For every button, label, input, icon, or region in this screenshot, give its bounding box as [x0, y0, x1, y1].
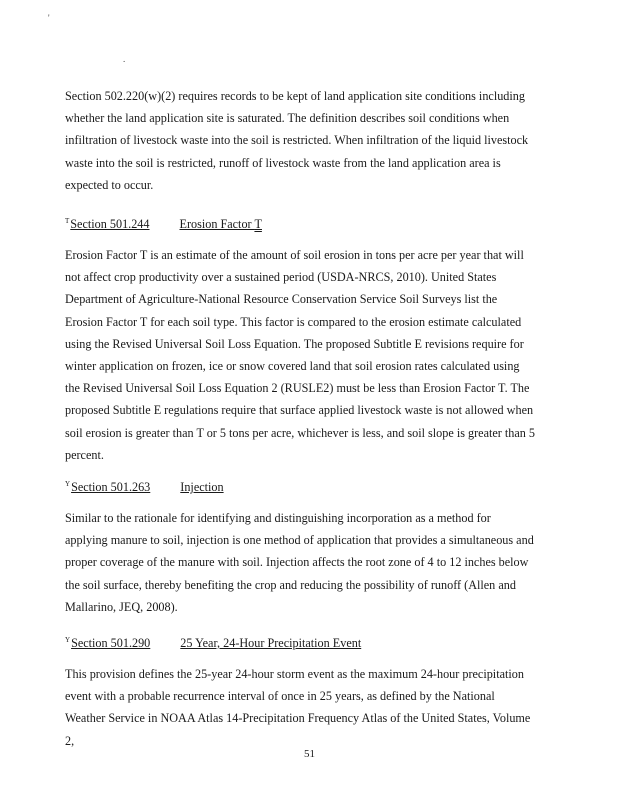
page-number: 51 [304, 748, 315, 760]
section-title: Erosion Factor T [179, 217, 262, 231]
section-heading-precipitation-event [65, 632, 535, 651]
scan-speck: . [123, 54, 126, 64]
section-title: 25 Year, 24-Hour Precipitation Event [180, 636, 362, 650]
section-number: Section 501.290 [71, 636, 151, 650]
section-number: Section 501.244 [70, 217, 150, 231]
section-heading-injection [65, 476, 535, 495]
section-heading-erosion-factor [65, 213, 535, 232]
section-title: Injection [180, 480, 224, 494]
footnote-marker: T [65, 217, 70, 225]
footnote-marker: Y [65, 480, 71, 488]
scan-speck: ' [48, 13, 50, 23]
paragraph-erosion-factor: Erosion Factor T is an estimate of the amount of soil erosion in tons per acre per year that will not affect crop productivity over a sustained period (USDA-NRCS, 2010). United States Department of Agriculture-National Resource Conservation Service Soil Surveys list the Erosion Factor T for each soil type. This factor is compared to the erosion estimate calculated using the Revised Universal Soil Loss Equation. The proposed Subtitle E revisions require for winter application on frozen, ice or snow covered land that soil erosion rates calculated using the Revised Universal Soil Loss Equation 2 (RUSLE2) must be less than Erosion Factor T. The proposed Subtitle E regulations require that surface applied livestock waste is not allowed when soil erosion is greater than T or 5 tons per acre, whichever is less, and soil slope is greater than 5 percent. [65, 248, 535, 462]
paragraph-precipitation-event: This provision defines the 25-year 24-hour storm event as the maximum 24-hour precipitation event with a probable recurrence interval of once in 25 years, as defined by the National Weather Service in NOAA Atlas 14-Precipitation Frequency Atlas of the United States, Volume 2, [65, 667, 531, 748]
section-number: Section 501.263 [71, 480, 151, 494]
footnote-marker: Y [65, 636, 71, 644]
paragraph-injection: Similar to the rationale for identifying and distinguishing incorporation as a method for applying manure to soil, injection is one method of application that provides a simultaneous and proper coverage of the manure with soil. Injection affects the root zone of 4 to 12 inches below the soil surface, thereby benefiting the crop and reducing the possibility of runoff (Allen and Mallarino, JEQ, 2008). [65, 511, 534, 614]
paragraph-saturated-soil: Section 502.220(w)(2) requires records to be kept of land application site conditions including whether the land application site is saturated. The definition describes soil conditions when infiltration of livestock waste into the soil is restricted. When infiltration of the liquid livestock waste into the soil is restricted, runoff of livestock waste from the land application area is expected to occur. [65, 89, 529, 192]
